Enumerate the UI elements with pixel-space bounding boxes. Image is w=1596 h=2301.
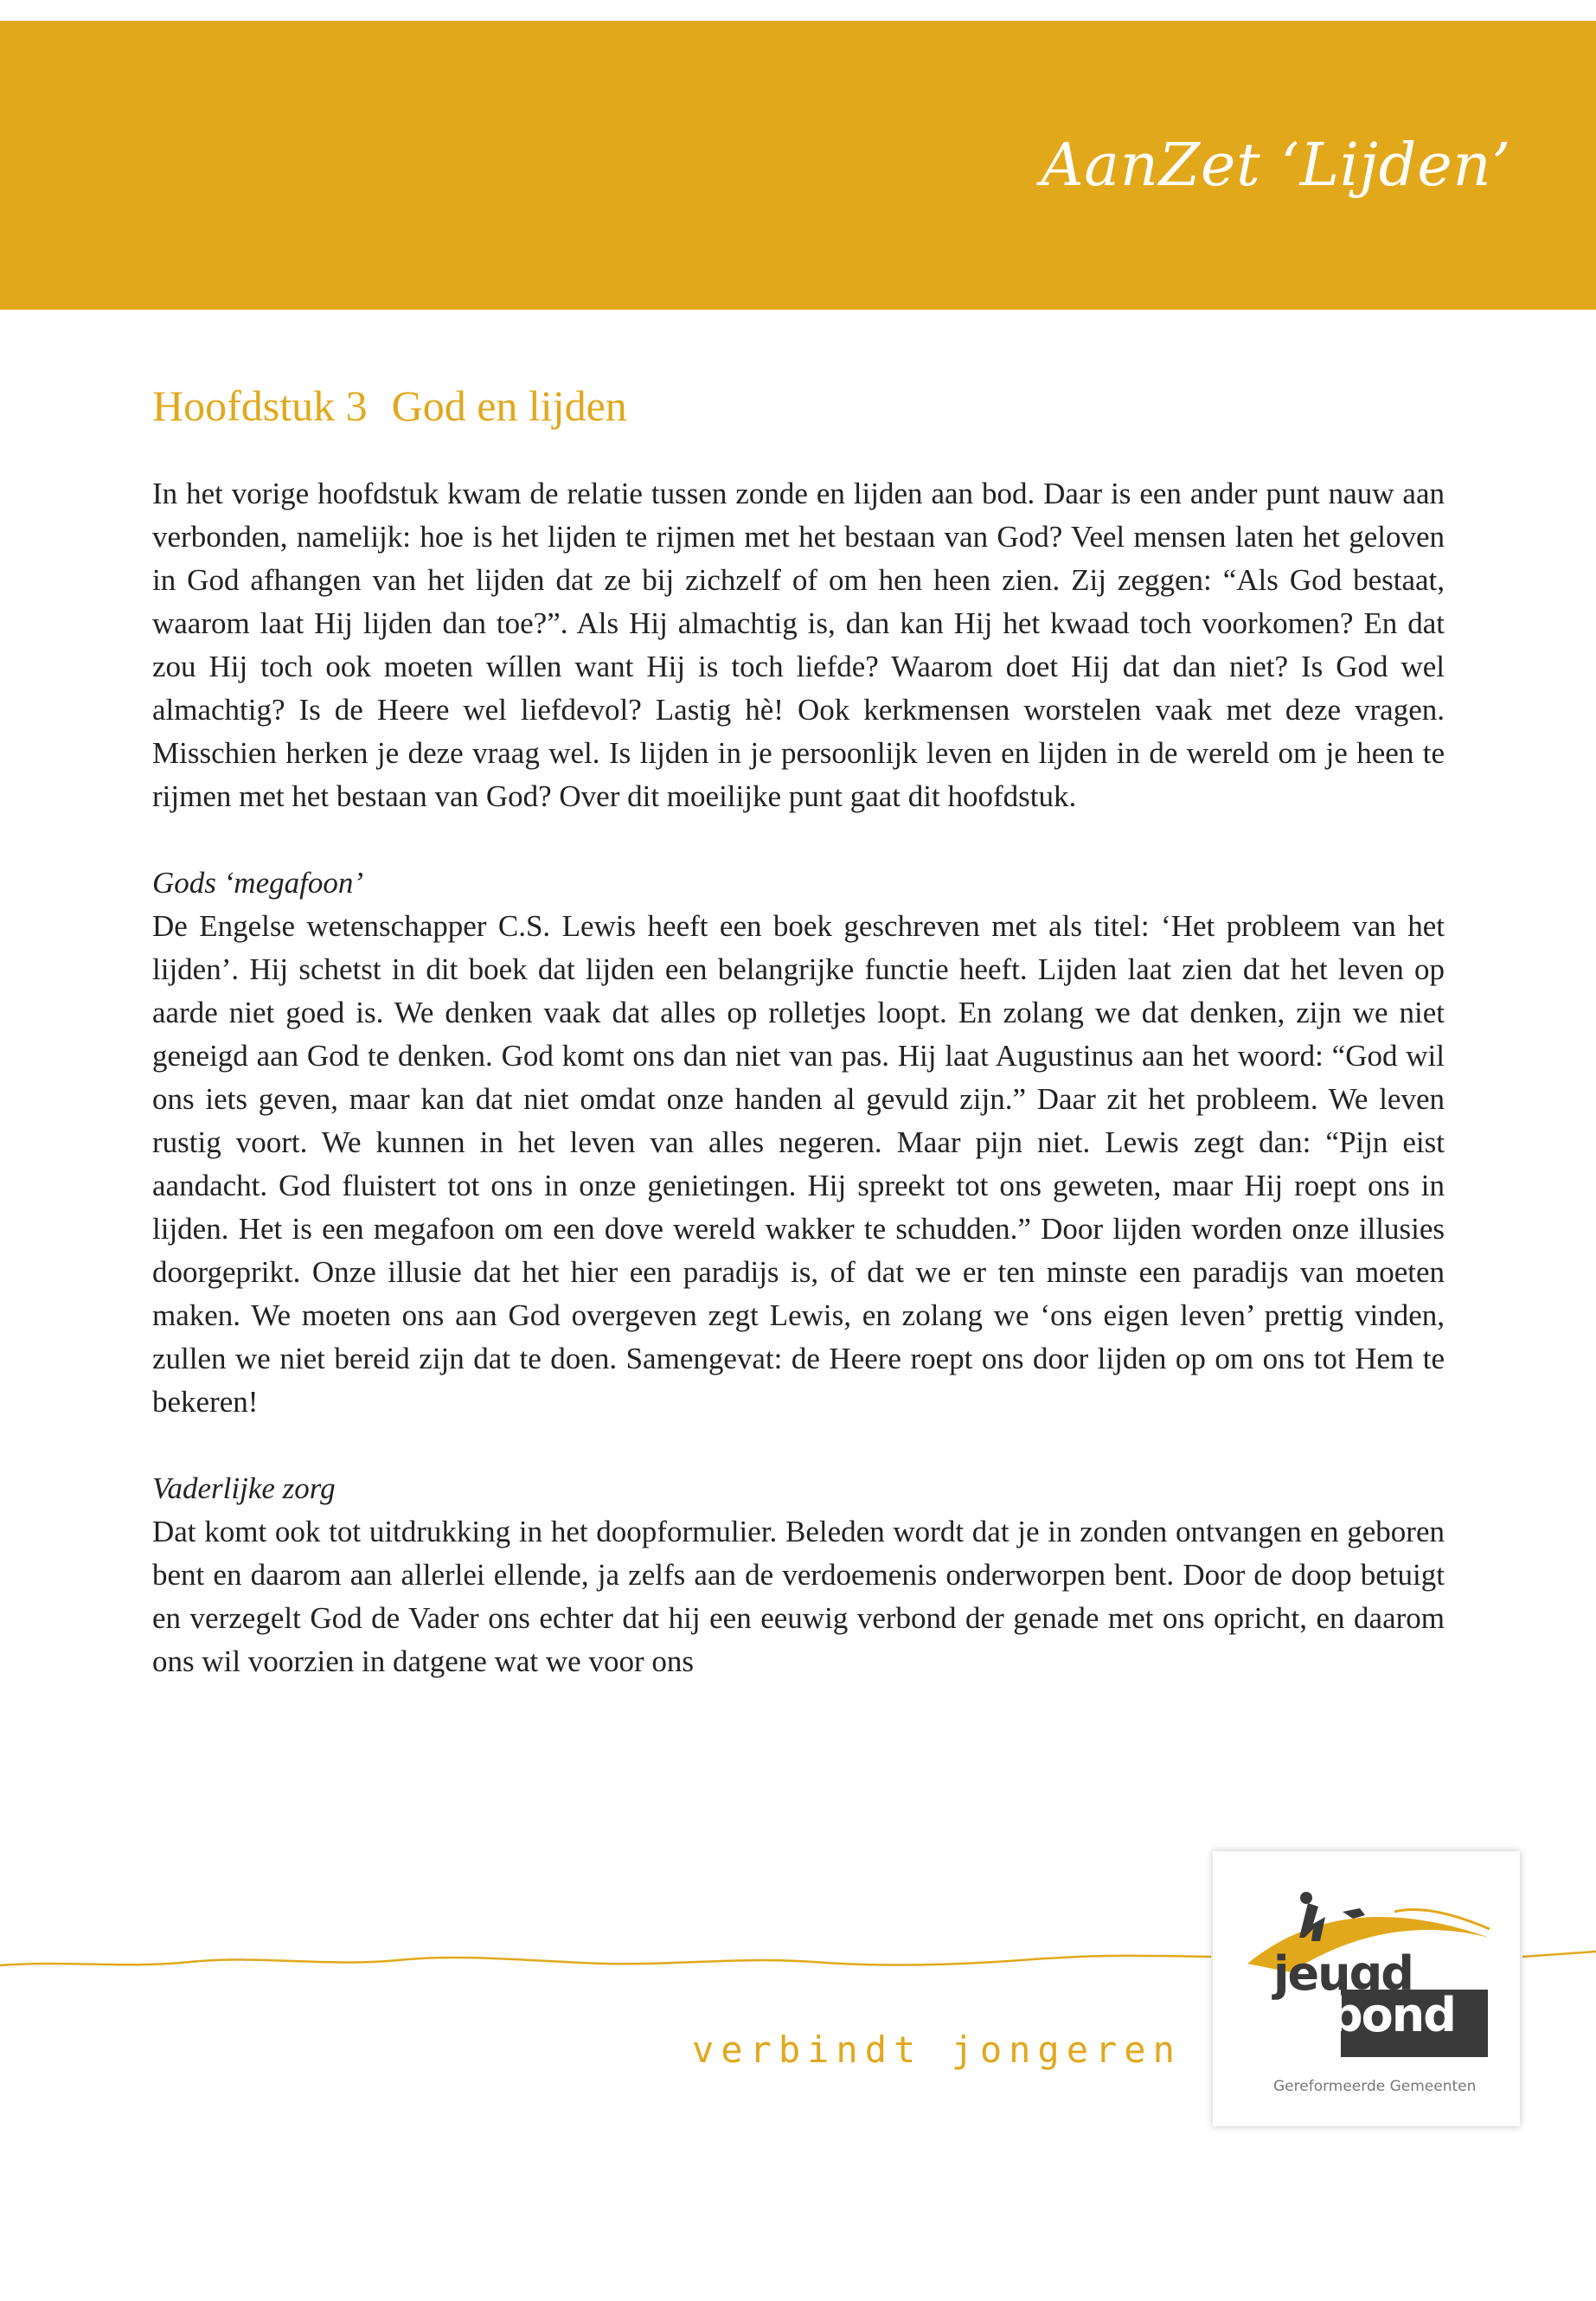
- logo-word-bond: bond: [1330, 1988, 1455, 2042]
- footer-tagline: verbindt jongeren: [692, 2029, 1182, 2071]
- logo-subtitle: Gereformeerde Gemeenten: [1273, 2078, 1477, 2095]
- section-heading-zorg: Vaderlijke zorg: [152, 1471, 336, 1505]
- section-heading-megafoon: Gods ‘megafoon’: [152, 866, 363, 900]
- chapter-heading: [152, 381, 1445, 431]
- jeugdbond-logo: [1213, 1851, 1520, 2126]
- intro-paragraph: In het vorige hoofdstuk kwam de relatie tussen zonde en lijden aan bod. Daar is een ander punt nauw aan verbonden, namelijk: hoe is het lijden te rijmen met het bestaan van God? Veel mensen laten het geloven in God afhangen van het lijden dat ze bij zichzelf of om hen heen zien. Zij zeggen: “Als God bestaat, waarom laat Hij lijden dan toe?”. Als Hij almachtig is, dan kan Hij het kwaad toch voorkomen? En dat zou Hij toch ook moeten wíllen want Hij is toch liefde? Waarom doet Hij dat dan niet? Is God wel almachtig? Is de Heere wel liefdevol? Lastig hè! Ook kerkmensen worstelen vaak met deze vragen. Misschien herken je deze vraag wel. Is lijden in je persoonlijk leven en lijden in de wereld om je heen te rijmen met het bestaan van God? Over dit moeilijke punt gaat dit hoofdstuk.: [152, 477, 1445, 813]
- document-title: AanZet ‘Lijden’: [1041, 131, 1511, 200]
- chapter-title: God en lijden: [391, 381, 627, 430]
- chapter-number: Hoofdstuk 3: [152, 381, 368, 430]
- logo-word-jeugd: jeugd: [1273, 1946, 1413, 2001]
- header-band: [0, 21, 1596, 310]
- main-content: [152, 381, 1445, 1683]
- zorg-paragraph: Dat komt ook tot uitdrukking in het doopformulier. Beleden wordt dat je in zonden ontvangen en geboren bent en daarom aan allerlei ellende, ja zelfs aan de verdoemenis onderworpen bent. Door de doop betuigt en verzegelt God de Vader ons echter dat hij een eeuwig verbond der genade met ons opricht, en daarom ons wil voorzien in datgene wat we voor ons: [152, 1515, 1445, 1678]
- megafoon-paragraph: De Engelse wetenschapper C.S. Lewis heeft een boek geschreven met als titel: ‘Het probleem van het lijden’. Hij schetst in dit boek dat lijden een belangrijke functie heeft. Lijden laat zien dat het leven op aarde niet goed is. We denken vaak dat alles op rolletjes loopt. En zolang we dat denken, zijn we niet geneigd aan God te denken. God komt ons dan niet van pas. Hij laat Augustinus aan het woord: “God wil ons iets geven, maar kan dat niet omdat onze handen al gevuld zijn.” Daar zit het probleem. We leven rustig voort. We kunnen in het leven van alles negeren. Maar pijn niet. Lewis zegt dan: “Pijn eist aandacht. God fluistert tot ons in onze genietingen. Hij spreekt tot ons geweten, maar Hij roept ons in lijden. Het is een megafoon om een dove wereld wakker te schudden.” Door lijden worden onze illusies doorgeprikt. Onze illusie dat het hier een paradijs is, of dat we er ten minste een paradijs van moeten maken. We moeten ons aan God overgeven zegt Lewis, en zolang we ‘ons eigen leven’ prettig vinden, zullen we niet bereid zijn dat te doen. Samengevat: de Heere roept ons door lijden op om ons tot Hem te bekeren!: [152, 909, 1445, 1419]
